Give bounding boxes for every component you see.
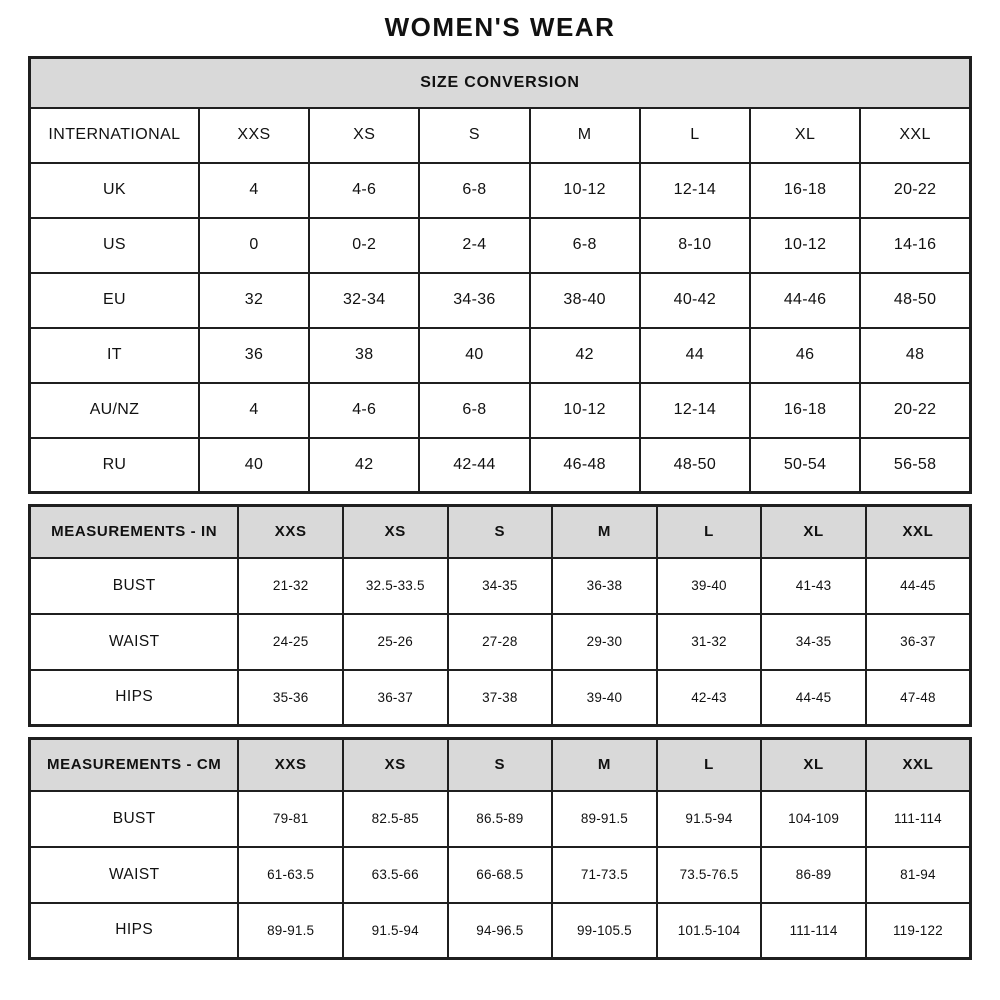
value-cell: 44-45	[866, 558, 971, 614]
value-cell: 44-45	[761, 670, 866, 726]
value-cell: 32.5-33.5	[343, 558, 448, 614]
size-column-header: S	[448, 739, 553, 791]
header-row	[30, 506, 971, 558]
value-cell: 48	[860, 328, 970, 383]
value-cell: 71-73.5	[552, 847, 657, 903]
size-column-header: L	[657, 739, 762, 791]
value-cell: 36-37	[866, 614, 971, 670]
value-cell: 21-32	[238, 558, 343, 614]
size-column-header: S	[448, 506, 553, 558]
value-cell: 73.5-76.5	[657, 847, 762, 903]
row-label: HIPS	[30, 903, 239, 959]
value-cell: 6-8	[530, 218, 640, 273]
data-row	[30, 328, 971, 383]
value-cell: 89-91.5	[552, 791, 657, 847]
value-cell: 38	[309, 328, 419, 383]
data-row	[30, 791, 971, 847]
banner-row	[30, 58, 971, 108]
value-cell: 101.5-104	[657, 903, 762, 959]
value-cell: 36-37	[343, 670, 448, 726]
size-column-header: XXL	[866, 739, 971, 791]
size-column-header: XL	[750, 108, 860, 163]
data-row	[30, 847, 971, 903]
row-label: WAIST	[30, 847, 239, 903]
value-cell: 42-43	[657, 670, 762, 726]
value-cell: 37-38	[448, 670, 553, 726]
size-column-header: XXS	[238, 739, 343, 791]
value-cell: 29-30	[552, 614, 657, 670]
data-row	[30, 218, 971, 273]
data-row	[30, 670, 971, 726]
value-cell: 6-8	[419, 163, 529, 218]
value-cell: 86-89	[761, 847, 866, 903]
value-cell: 39-40	[657, 558, 762, 614]
value-cell: 42	[530, 328, 640, 383]
value-cell: 14-16	[860, 218, 970, 273]
value-cell: 10-12	[750, 218, 860, 273]
data-row	[30, 558, 971, 614]
measurements-in-table	[28, 504, 972, 727]
value-cell: 82.5-85	[343, 791, 448, 847]
size-column-header: XS	[309, 108, 419, 163]
value-cell: 20-22	[860, 383, 970, 438]
value-cell: 38-40	[530, 273, 640, 328]
value-cell: 63.5-66	[343, 847, 448, 903]
data-row	[30, 438, 971, 493]
value-cell: 10-12	[530, 163, 640, 218]
size-column-header: XL	[761, 739, 866, 791]
data-row	[30, 614, 971, 670]
value-cell: 34-35	[448, 558, 553, 614]
value-cell: 40	[419, 328, 529, 383]
value-cell: 91.5-94	[343, 903, 448, 959]
value-cell: 40-42	[640, 273, 750, 328]
data-row	[30, 903, 971, 959]
value-cell: 39-40	[552, 670, 657, 726]
value-cell: 99-105.5	[552, 903, 657, 959]
value-cell: 40	[199, 438, 309, 493]
value-cell: 56-58	[860, 438, 970, 493]
value-cell: 4	[199, 383, 309, 438]
row-label: AU/NZ	[30, 383, 199, 438]
page-title: WOMEN'S WEAR	[384, 12, 616, 42]
value-cell: 111-114	[761, 903, 866, 959]
value-cell: 8-10	[640, 218, 750, 273]
value-cell: 27-28	[448, 614, 553, 670]
header-row	[30, 108, 971, 163]
value-cell: 42	[309, 438, 419, 493]
corner-header: INTERNATIONAL	[30, 108, 199, 163]
table-title: SIZE CONVERSION	[30, 58, 971, 108]
size-column-header: XL	[761, 506, 866, 558]
table-title: MEASUREMENTS - CM	[30, 739, 239, 791]
value-cell: 4	[199, 163, 309, 218]
size-conversion-table	[28, 56, 972, 494]
size-column-header: M	[552, 739, 657, 791]
value-cell: 25-26	[343, 614, 448, 670]
row-label: UK	[30, 163, 199, 218]
table-title: MEASUREMENTS - IN	[30, 506, 239, 558]
value-cell: 61-63.5	[238, 847, 343, 903]
value-cell: 0-2	[309, 218, 419, 273]
row-label: RU	[30, 438, 199, 493]
value-cell: 44-46	[750, 273, 860, 328]
value-cell: 24-25	[238, 614, 343, 670]
tables-container	[28, 56, 972, 960]
value-cell: 12-14	[640, 383, 750, 438]
value-cell: 89-91.5	[238, 903, 343, 959]
size-column-header: XXL	[860, 108, 970, 163]
value-cell: 66-68.5	[448, 847, 553, 903]
size-column-header: L	[657, 506, 762, 558]
row-label: HIPS	[30, 670, 239, 726]
value-cell: 16-18	[750, 383, 860, 438]
value-cell: 34-35	[761, 614, 866, 670]
row-label: BUST	[30, 558, 239, 614]
value-cell: 4-6	[309, 163, 419, 218]
row-label: IT	[30, 328, 199, 383]
value-cell: 91.5-94	[657, 791, 762, 847]
value-cell: 94-96.5	[448, 903, 553, 959]
data-row	[30, 163, 971, 218]
value-cell: 44	[640, 328, 750, 383]
value-cell: 46-48	[530, 438, 640, 493]
value-cell: 119-122	[866, 903, 971, 959]
value-cell: 31-32	[657, 614, 762, 670]
value-cell: 104-109	[761, 791, 866, 847]
value-cell: 48-50	[860, 273, 970, 328]
value-cell: 111-114	[866, 791, 971, 847]
value-cell: 34-36	[419, 273, 529, 328]
size-column-header: L	[640, 108, 750, 163]
size-column-header: XS	[343, 506, 448, 558]
size-column-header: XXL	[866, 506, 971, 558]
value-cell: 35-36	[238, 670, 343, 726]
value-cell: 36	[199, 328, 309, 383]
size-column-header: XXS	[199, 108, 309, 163]
value-cell: 50-54	[750, 438, 860, 493]
value-cell: 4-6	[309, 383, 419, 438]
value-cell: 47-48	[866, 670, 971, 726]
value-cell: 12-14	[640, 163, 750, 218]
value-cell: 46	[750, 328, 860, 383]
size-column-header: S	[419, 108, 529, 163]
value-cell: 6-8	[419, 383, 529, 438]
value-cell: 10-12	[530, 383, 640, 438]
value-cell: 20-22	[860, 163, 970, 218]
row-label: WAIST	[30, 614, 239, 670]
value-cell: 16-18	[750, 163, 860, 218]
value-cell: 86.5-89	[448, 791, 553, 847]
data-row	[30, 383, 971, 438]
value-cell: 41-43	[761, 558, 866, 614]
value-cell: 0	[199, 218, 309, 273]
row-label: BUST	[30, 791, 239, 847]
measurements-cm-table	[28, 737, 972, 960]
value-cell: 42-44	[419, 438, 529, 493]
value-cell: 79-81	[238, 791, 343, 847]
value-cell: 48-50	[640, 438, 750, 493]
value-cell: 2-4	[419, 218, 529, 273]
value-cell: 32-34	[309, 273, 419, 328]
row-label: EU	[30, 273, 199, 328]
value-cell: 81-94	[866, 847, 971, 903]
size-column-header: XXS	[238, 506, 343, 558]
size-column-header: XS	[343, 739, 448, 791]
header-row	[30, 739, 971, 791]
size-column-header: M	[552, 506, 657, 558]
row-label: US	[30, 218, 199, 273]
value-cell: 32	[199, 273, 309, 328]
value-cell: 36-38	[552, 558, 657, 614]
size-column-header: M	[530, 108, 640, 163]
data-row	[30, 273, 971, 328]
